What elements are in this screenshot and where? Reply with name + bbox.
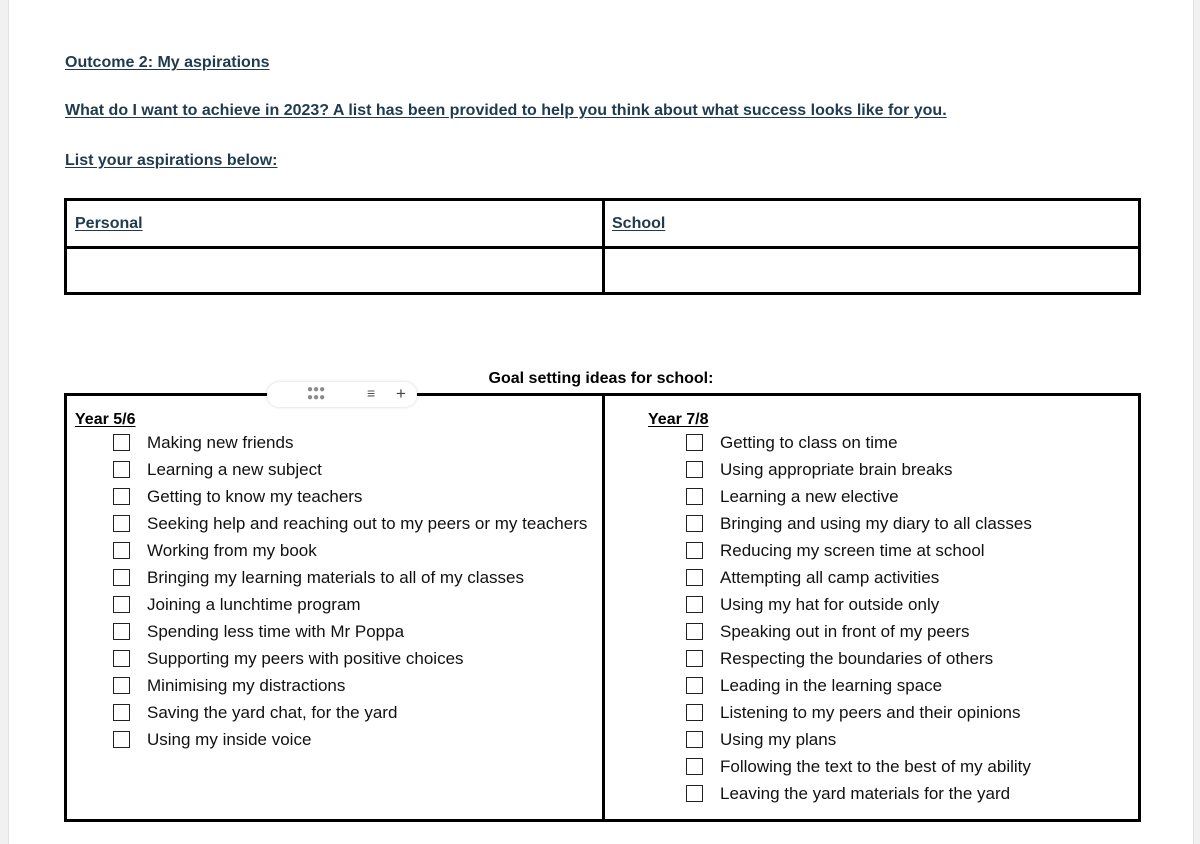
sort-lines-icon[interactable]: ≡ xyxy=(367,385,376,401)
checklist-item-label: Getting to class on time xyxy=(720,433,898,452)
checkbox[interactable] xyxy=(686,488,703,505)
table-toolbar xyxy=(267,382,417,407)
checkbox[interactable] xyxy=(113,461,130,478)
checklist-item-label: Saving the yard chat, for the yard xyxy=(147,703,398,722)
checklist-item-label: Speaking out in front of my peers xyxy=(720,622,970,641)
plus-icon[interactable]: + xyxy=(396,384,406,403)
checklist-item-label: Using my hat for outside only xyxy=(720,595,940,614)
goal-ideas-table xyxy=(64,393,1141,822)
drag-handle-icon[interactable]: ●●● ●●● xyxy=(307,384,326,403)
checklist-item-label: Bringing my learning materials to all of my classes xyxy=(147,568,524,587)
checkbox[interactable] xyxy=(113,704,130,721)
instruction-heading: List your aspirations below: xyxy=(65,152,278,169)
checklist-item xyxy=(686,594,1118,616)
checkbox[interactable] xyxy=(113,650,130,667)
checkbox[interactable] xyxy=(686,461,703,478)
checklist-item xyxy=(686,567,1118,589)
checklist-item xyxy=(113,567,595,589)
checkbox[interactable] xyxy=(686,623,703,640)
checklist-item xyxy=(686,756,1118,778)
checkbox[interactable] xyxy=(686,569,703,586)
outcome-heading: Outcome 2: My aspirations xyxy=(65,54,270,71)
checklist-item-label: Respecting the boundaries of others xyxy=(720,649,994,668)
checklist-item xyxy=(686,675,1118,697)
checklist-item xyxy=(686,783,1118,805)
year-7-8-checklist xyxy=(648,432,1118,805)
checkbox[interactable] xyxy=(686,785,703,802)
question-heading: What do I want to achieve in 2023? A list has been provided to help you think about what success looks like for you. xyxy=(65,102,947,119)
checkbox[interactable] xyxy=(113,515,130,532)
personal-header: Personal xyxy=(75,215,143,232)
checklist-item xyxy=(113,513,595,535)
checklist-item-label: Following the text to the best of my ability xyxy=(720,757,1031,776)
checklist-item-label: Supporting my peers with positive choices xyxy=(147,649,464,668)
checklist-item-label: Attempting all camp activities xyxy=(720,568,940,587)
year-5-6-checklist xyxy=(75,432,595,751)
checkbox[interactable] xyxy=(686,704,703,721)
checklist-item xyxy=(113,621,595,643)
checklist-item xyxy=(113,702,595,724)
checklist-item xyxy=(686,432,1118,454)
checkbox[interactable] xyxy=(113,596,130,613)
checklist-item xyxy=(113,540,595,562)
checklist-item-label: Joining a lunchtime program xyxy=(147,595,361,614)
checklist-item xyxy=(113,486,595,508)
checklist-item xyxy=(113,675,595,697)
checkbox[interactable] xyxy=(113,623,130,640)
checkbox[interactable] xyxy=(113,542,130,559)
checklist-item xyxy=(686,702,1118,724)
aspirations-table xyxy=(64,198,1141,295)
checklist-item-label: Using my inside voice xyxy=(147,730,312,749)
checklist-item xyxy=(686,729,1118,751)
checkbox[interactable] xyxy=(686,677,703,694)
personal-aspiration-cell[interactable] xyxy=(67,249,602,292)
year-5-6-header: Year 5/6 xyxy=(75,411,136,428)
checklist-item xyxy=(686,459,1118,481)
checkbox[interactable] xyxy=(686,596,703,613)
document-page xyxy=(8,0,1194,844)
checklist-item-label: Learning a new subject xyxy=(147,460,322,479)
year-5-6-column xyxy=(75,408,595,756)
checklist-item-label: Leading in the learning space xyxy=(720,676,943,695)
checkbox[interactable] xyxy=(686,515,703,532)
checklist-item-label: Using appropriate brain breaks xyxy=(720,460,953,479)
checklist-item-label: Learning a new elective xyxy=(720,487,899,506)
checklist-item-label: Getting to know my teachers xyxy=(147,487,363,506)
checkbox[interactable] xyxy=(686,731,703,748)
checkbox[interactable] xyxy=(686,650,703,667)
checklist-item xyxy=(113,432,595,454)
checklist-item-label: Reducing my screen time at school xyxy=(720,541,985,560)
year-7-8-column xyxy=(648,408,1118,810)
checklist-item xyxy=(686,648,1118,670)
checklist-item xyxy=(113,594,595,616)
checklist-item xyxy=(686,540,1118,562)
checklist-item xyxy=(113,729,595,751)
checklist-item xyxy=(113,648,595,670)
checkbox[interactable] xyxy=(113,677,130,694)
goal-section-title: Goal setting ideas for school: xyxy=(488,370,714,387)
checklist-item xyxy=(686,621,1118,643)
table-divider xyxy=(602,396,605,819)
checkbox[interactable] xyxy=(113,569,130,586)
school-aspiration-cell[interactable] xyxy=(605,249,1138,292)
year-7-8-header: Year 7/8 xyxy=(648,411,709,428)
checklist-item-label: Working from my book xyxy=(147,541,317,560)
checklist-item xyxy=(113,459,595,481)
checklist-item xyxy=(686,486,1118,508)
checkbox[interactable] xyxy=(113,731,130,748)
checklist-item-label: Seeking help and reaching out to my peers or my teachers xyxy=(147,514,588,533)
checkbox[interactable] xyxy=(113,434,130,451)
school-header: School xyxy=(612,215,666,232)
checklist-item-label: Minimising my distractions xyxy=(147,676,346,695)
checklist-item-label: Making new friends xyxy=(147,433,294,452)
checkbox[interactable] xyxy=(686,434,703,451)
checklist-item-label: Spending less time with Mr Poppa xyxy=(147,622,405,641)
checkbox[interactable] xyxy=(113,488,130,505)
checklist-item-label: Using my plans xyxy=(720,730,837,749)
checklist-item-label: Listening to my peers and their opinions xyxy=(720,703,1021,722)
checklist-item xyxy=(686,513,1118,535)
checklist-item-label: Leaving the yard materials for the yard xyxy=(720,784,1011,803)
checkbox[interactable] xyxy=(686,542,703,559)
checkbox[interactable] xyxy=(686,758,703,775)
checklist-item-label: Bringing and using my diary to all classes xyxy=(720,514,1032,533)
